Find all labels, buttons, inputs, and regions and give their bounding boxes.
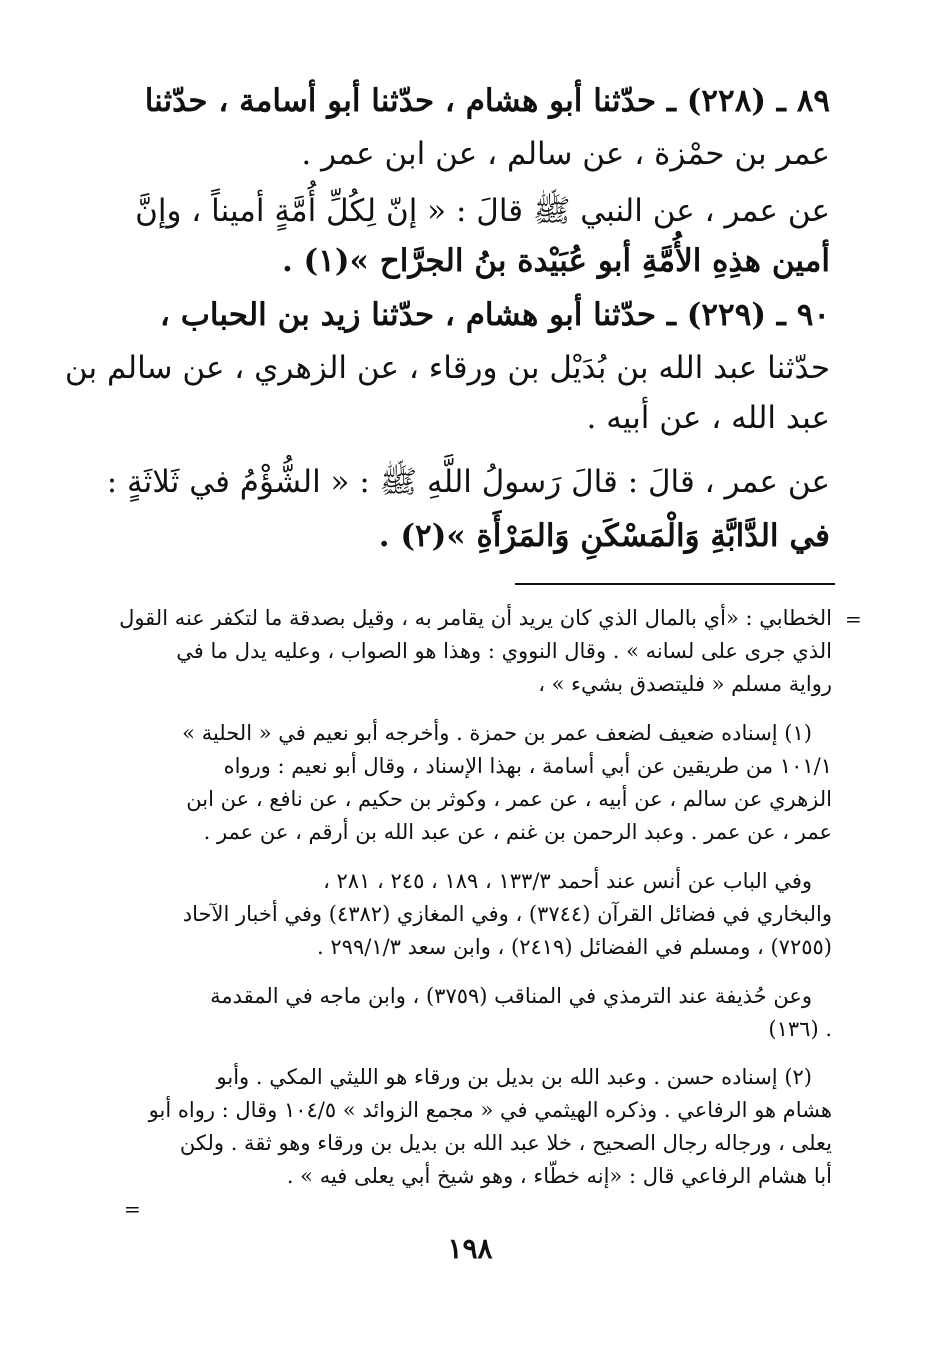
footnote-2-line-4: أبا هشام الرفاعي قال : «إنه خطّاء ، وهو شيخ أبي يعلى فيه » . — [286, 1164, 832, 1188]
footnote-2-line-3: يعلى ، ورجاله رجال الصحيح ، خلا عبد الله بن بديل بن ورقاء وهو ثقة . ولكن — [179, 1131, 832, 1155]
footnote-1-line-4: عمر ، عن عمر . وعبد الرحمن بن غنم ، عن عبد الله بن أرقم ، عن عمر . — [203, 820, 832, 844]
hadith-90-chain-line-2: عبد الله ، عن أبيه . — [586, 400, 830, 436]
footnote-1-line-8: وعن حُذيفة عند الترمذي في المناقب (٣٧٥٩) ، وابن ماجه في المقدمة — [210, 984, 812, 1008]
footnote-1-line-5: وفي الباب عن أنس عند أحمد ١٣٣/٣ ، ١٨٩ ، ٢٤٥ ، ٢٨١ ، — [323, 869, 812, 893]
continuation-mark: = — [845, 607, 862, 631]
footnote-1-line-9: (١٣٦) . — [768, 1017, 832, 1041]
hadith-90-text-line-1: عن عمر ، قالَ : قالَ رَسولُ اللَّهِ ﷺ : « الشُّؤْمُ في ثَلاثَةٍ : — [106, 464, 830, 500]
hadith-89-text-line-1: عن عمر ، عن النبي ﷺ قالَ : « إنّ لِكُلِّ أُمَّةٍ أميناً ، وإنَّ — [135, 193, 830, 229]
footnote-2-line-1: (٢) إسناده حسن . وعبد الله بن بديل بن ورقاء هو الليثي المكي . وأبو — [216, 1065, 812, 1089]
footnote-1-line-3: الزهري عن سالم ، عن أبيه ، عن عمر ، وكوثر بن حكيم ، عن نافع ، عن ابن — [186, 787, 832, 811]
hadith-90-text-line-2: في الدَّابَّةِ وَالْمَسْكَنِ وَالمَرْأَةِ »(٢) . — [378, 518, 830, 554]
footnote-1-line-1: (١) إسناده ضعيف لضعف عمر بن حمزة . وأخرجه أبو نعيم في « الحلية » — [182, 721, 812, 745]
footnote-divider — [515, 583, 835, 585]
hadith-89-chain: عمر بن حمْزة ، عن سالم ، عن ابن عمر . — [301, 136, 830, 172]
hadith-89-heading: ٨٩ ـ (٢٢٨) ـ حدّثنا أبو هشام ، حدّثنا أبو أسامة ، حدّثنا — [144, 83, 830, 119]
footnote-2-line-2: هشام هو الرفاعي . وذكره الهيثمي في « مجمع الزوائد » ١٠٤/٥ وقال : رواه أبو — [148, 1098, 832, 1122]
trailing-mark: = — [124, 1197, 141, 1221]
footnote-continued-line-3: رواية مسلم « فليتصدق بشيء » ، — [538, 672, 832, 696]
hadith-90-heading: ٩٠ ـ (٢٢٩) ـ حدّثنا أبو هشام ، حدّثنا زيد بن الحباب ، — [159, 297, 830, 333]
footnote-continued-line-1: الخطابي : «أي بالمال الذي كان يريد أن يقامر به ، وقيل بصدقة ما لتكفر عنه القول — [119, 606, 832, 630]
footnote-1-line-2: ١٠١/١ من طريقين عن أبي أسامة ، بهذا الإسناد ، وقال أبو نعيم : ورواه — [223, 754, 832, 778]
hadith-89-text-line-2: أمين هذِهِ الأُمَّةِ أبو عُبَيْدة بنُ الجرَّاح »(١) . — [281, 243, 830, 279]
footnote-1-line-6: والبخاري في فضائل القرآن (٣٧٤٤) ، وفي المغازي (٤٣٨٢) وفي أخبار الآحاد — [182, 902, 832, 926]
footnote-1-line-7: (٧٢٥٥) ، ومسلم في الفضائل (٢٤١٩) ، وابن سعد ٢٩٩/١/٣ . — [317, 935, 832, 959]
hadith-90-chain-line-1: حدّثنا عبد الله بن بُدَيْل بن ورقاء ، عن الزهري ، عن سالم بن — [64, 350, 830, 386]
page-number: ١٩٨ — [447, 1232, 493, 1265]
footnote-continued-line-2: الذي جرى على لسانه » . وقال النووي : وهذا هو الصواب ، وعليه يدل ما في — [176, 639, 832, 663]
